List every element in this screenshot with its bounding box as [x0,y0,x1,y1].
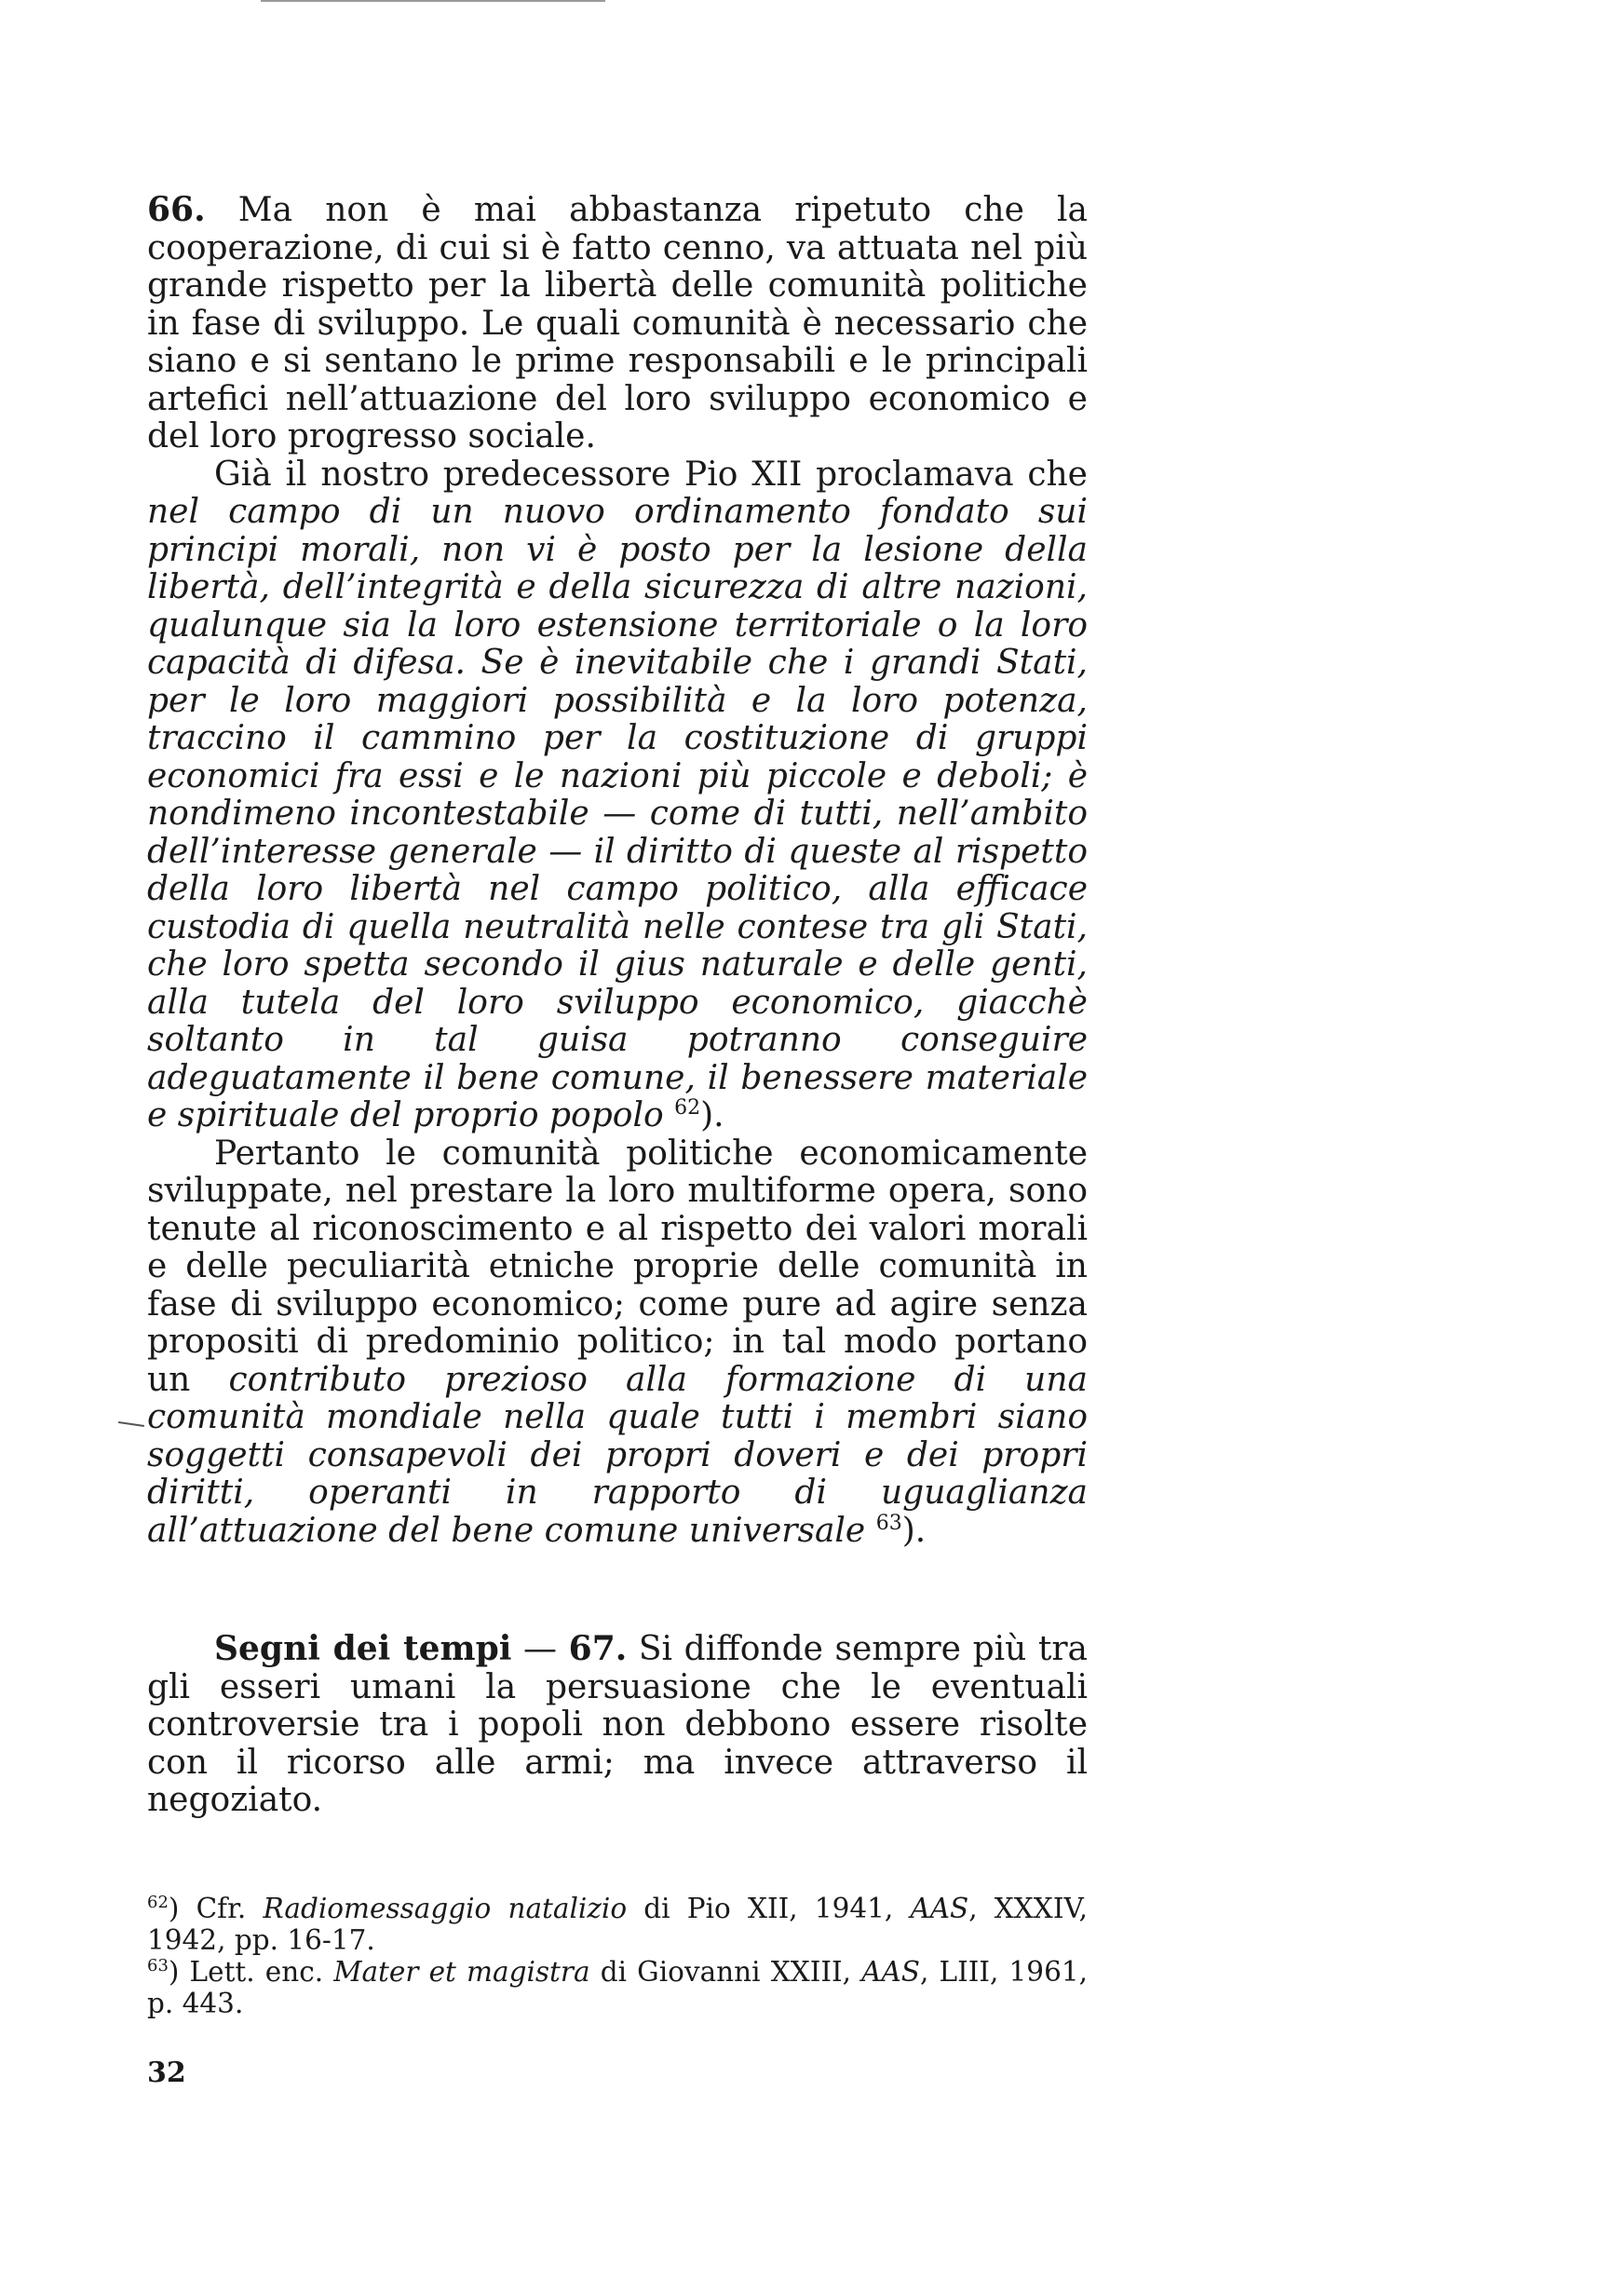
paragraph-pertanto [147,1135,1088,1551]
section-dash: — [511,1630,569,1668]
quotation: contributo prezioso alla formazione di una comunità mondiale nella quale tutti i membri siano soggetti consapevoli dei propri doveri e dei propri diritti, operanti in rapporto di uguaglianza all’attuazione del bene comune universale [147,1360,1088,1550]
footnote-text: di Giovanni XXIII, [589,1955,862,1988]
margin-mark [118,1421,144,1427]
page-number: 32 [147,2056,186,2089]
paragraph-lead: Pertanto le comunità politiche economicamente sviluppate, nel prestare la loro multiforme opera, sono tenute al riconoscimento e al rispetto dei valori morali e delle peculiarità etniche proprie delle comunità in fase di sviluppo economico; come pure ad agire senza propositi di predominio politico; in tal modo portano un [147,1134,1088,1399]
paragraph-66 [147,191,1088,456]
footnote-text: , LIII, 1961, p. 443. [147,1955,1088,2019]
footnote-mark: 62 [147,1892,169,1912]
footnote-text: , XXXIV, 1942, pp. 16-17. [147,1892,1088,1956]
footnote-text: ) Cfr. [168,1892,264,1924]
footnotes [147,1893,1088,2019]
footnote-62 [147,1893,1088,1956]
top-rule [261,0,605,2]
paragraph-text: Si diffonde sempre più tra gli esseri umani la persuasione che le eventuali controversie tra i popoli non debbono essere risolte con il ricorso alle armi; ma invece attraverso il negoziato. [147,1630,1089,1819]
section-67 [147,1630,1088,1820]
footnote-journal: AAS [861,1955,920,1988]
section-title: Segni dei tempi [214,1629,512,1668]
page-body [147,191,1088,2089]
paragraph-number: 67. [568,1629,628,1668]
paragraph-pio-xii [147,456,1088,1135]
paragraph-lead: Già il nostro predecessore Pio XII proclamava che [214,455,1088,494]
footnote-text: di Pio XII, 1941, [627,1892,911,1924]
paragraph-text: Ma non è mai abbastanza ripetuto che la cooperazione, di cui si è fatto cenno, va attuata nel più grande rispetto per la libertà delle comunità politiche in fase di sviluppo. Le quali comunità è necessario che siano e si sentano le prime responsabili e le principali artefici nell’attuazione del loro sviluppo economico e del loro progresso sociale. [147,191,1088,455]
footnote-ref[interactable]: 63 [875,1511,902,1535]
footnote-63 [147,1956,1088,2019]
footnote-mark: 63 [147,1955,169,1976]
footnote-title: Radiomessaggio natalizio [263,1892,628,1924]
footnote-text: ) Lett. enc. [168,1955,334,1988]
footnote-title: Mater et magistra [333,1955,590,1988]
paragraph-tail: ). [901,1511,927,1550]
paragraph-tail: ). [700,1096,724,1134]
quotation: nel campo di un nuovo ordinamento fondato sui principi morali, non vi è posto per la lesione della libertà, dell’integrità e della sicurezza di altre nazioni, qualunque sia la loro estensione territoriale o la loro capacità di difesa. Se è inevitabile che i grandi Stati, per le loro maggiori possibilità e la loro potenza, traccino il cammino per la costituzione di gruppi economici fra essi e le nazioni più piccole e deboli; è nondimeno incontestabile — come di tutti, nell’ambito dell’interesse generale — il diritto di queste al rispetto della loro libertà nel campo politico, alla efficace custodia di quella neutralità nelle contese tra gli Stati, che loro spetta secondo il gius naturale e delle genti, alla tutela del loro sviluppo economico, giacchè soltanto in tal guisa potranno conseguire adeguatamente il bene comune, il benessere materiale e spirituale del proprio popolo [147,493,1088,1134]
paragraph-number: 66. [147,190,206,229]
footnote-ref[interactable]: 62 [674,1096,701,1120]
footnote-journal: AAS [910,1892,969,1924]
